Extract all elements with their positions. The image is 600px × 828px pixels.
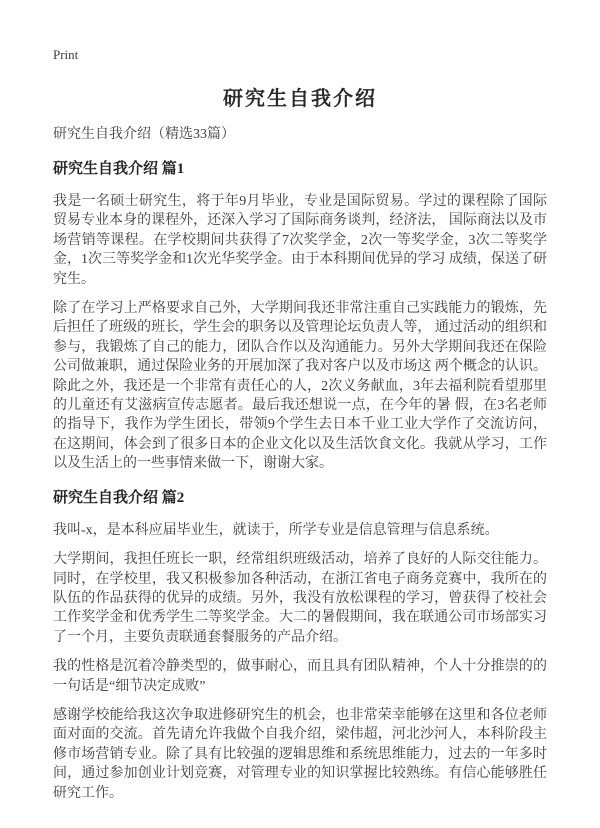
- section-2-paragraph-3: 我的性格是沉着冷静类型的，做事耐心，而且具有团队精神，个人十分推崇的的一句话是“细节决定成败”: [53, 659, 547, 694]
- section-2-paragraph-4: 感谢学校能给我这次争取进修研究生的机会，也非常荣幸能够在这里和各位老师面对面的交流。首先请允许我做个自我介绍，梁伟超，河北沙河人，本科阶段主修市场营销专业。除了具有比较强的逻辑思维和系统思维能力，过去的一年多时间，通过参加创业计划竞赛，对管理专业的知识掌握比较熟练。有信心能够胜任研究工作。: [53, 707, 547, 801]
- section-2-paragraph-2: 大学期间，我担任班长一职，经常组织班级活动，培养了良好的人际交往能力。同时，在学校里，我又积极参加各种活动，在浙江省电子商务竞赛中，我所在的队伍的作品获得的优异的成绩。另外，我没有放松课程的学习，曾获得了校社会工作奖学金和优秀学生二等奖学金。大二的暑假期间，我在联通公司市场部实习了一个月，主要负责联通套餐服务的产品介绍。: [53, 552, 547, 645]
- section-2-paragraph-1: 我叫-x，是本科应届毕业生，就读于，所学专业是信息管理与信息系统。: [53, 522, 499, 538]
- section-1-heading: 研究生自我介绍 篇1: [53, 161, 185, 177]
- page-title: 研究生自我介绍: [223, 88, 377, 110]
- section-1-paragraph-1: 我是一名硕士研究生，将于年9月毕业，专业是国际贸易。学过的课程除了国际贸易专业本身的课程外，还深入学习了国际商务谈判，经济法， 国际商法以及市场营销等课程。在学校期间共获得了7次奖学金，2次一等奖学金，3次二等奖学金，1次三等奖学金和1次光华奖学金。由于本科期间优异的学习 成绩，保送了研究生。: [53, 194, 547, 287]
- print-link[interactable]: Print: [53, 47, 79, 62]
- section-2-heading: 研究生自我介绍 篇2: [53, 489, 185, 506]
- doc-subtitle: 研究生自我介绍（精选33篇）: [53, 127, 235, 142]
- section-1-paragraph-2: 除了在学习上严格要求自己外，大学期间我还非常注重自己实践能力的锻炼，先后担任了班级的班长，学生会的职务以及管理论坛负责人等， 通过活动的组织和参与，我锻炼了自己的能力，团队合作以及沟通能力。另外大学期间我还在保险公司做兼职，通过保险业务的开展加深了我对客户以及市场这 两个概念的认识。除此之外，我还是一个非常有责任心的人，2次义务献血，3年去福利院看望那里的儿童还有艾滋病宣传志愿者。最后我还想说一点，在今年的暑 假，在3名老师的指导下，我作为学生团长，带领9个学生去日本千业工业大学作了交流访问，在这期间，体会到了很多日本的企业文化以及生活饮食文化。我就从学习，工作以及生活上的一些事情来做一下，谢谢大家。: [53, 301, 547, 472]
